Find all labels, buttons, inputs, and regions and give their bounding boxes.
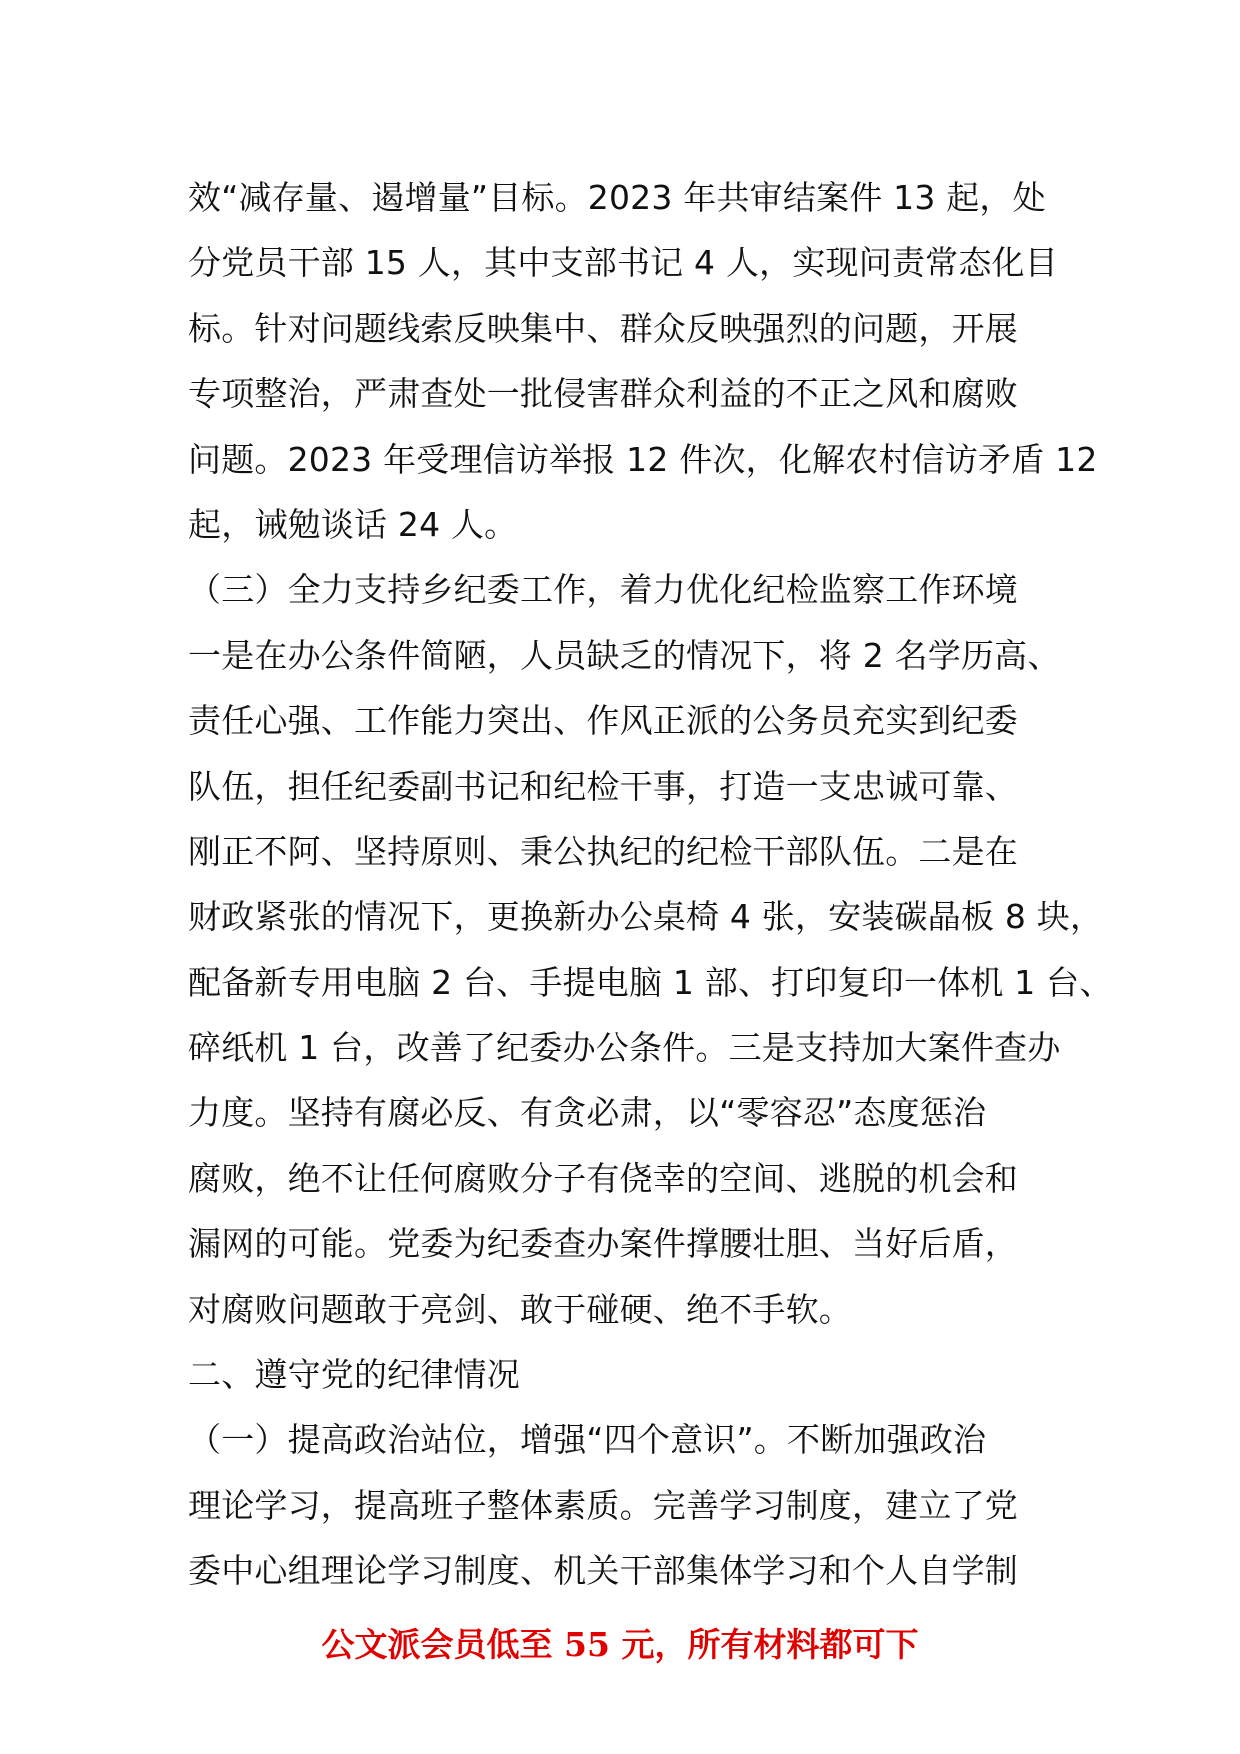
chapter-heading: 二、遵守党的纪律情况 xyxy=(188,1355,520,1395)
text-line: 队伍，担任纪委副书记和纪检干事，打造一支忠诚可靠、 xyxy=(188,766,1018,806)
text-line: 委中心组理论学习制度、机关干部集体学习和个人自学制 xyxy=(188,1551,1018,1591)
text-line: 刚正不阿、坚持原则、秉公执纪的纪检干部队伍。二是在 xyxy=(188,831,1018,871)
section-heading: （一）提高政治站位，增强“四个意识”。不断加强政治 xyxy=(188,1420,987,1460)
text-line: 配备新专用电脑 2 台、手提电脑 1 部、打印复印一体机 1 台、 xyxy=(188,962,1113,1002)
text-line: 起，诫勉谈话 24 人。 xyxy=(188,504,518,544)
text-line: 漏网的可能。党委为纪委查办案件撑腰壮胆、当好后盾， xyxy=(188,1224,1018,1264)
text-line: 责任心强、工作能力突出、作风正派的公务员充实到纪委 xyxy=(188,701,1018,741)
text-line: 专项整治，严肃查处一批侵害群众利益的不正之风和腐败 xyxy=(188,374,1018,414)
text-line: 理论学习，提高班子整体素质。完善学习制度，建立了党 xyxy=(188,1485,1018,1525)
text-line: 问题。2023 年受理信访举报 12 件次，化解农村信访矛盾 12 xyxy=(188,439,1098,479)
text-line: 碎纸机 1 台，改善了纪委办公条件。三是支持加大案件查办 xyxy=(188,1028,1061,1068)
text-line: 分党员干部 15 人，其中支部书记 4 人，实现问责常态化目 xyxy=(188,243,1058,283)
text-line: 标。针对问题线索反映集中、群众反映强烈的问题，开展 xyxy=(188,308,1018,348)
promo-footer: 公文派会员低至 55 元，所有材料都可下 xyxy=(321,1625,919,1664)
text-line: 一是在办公条件简陋，人员缺乏的情况下，将 2 名学历高、 xyxy=(188,635,1061,675)
section-heading: （三）全力支持乡纪委工作，着力优化纪检监察工作环境 xyxy=(188,570,1018,610)
text-line: 对腐败问题敢于亮剑、敢于碰硬、绝不手软。 xyxy=(188,1289,852,1329)
text-line: 力度。坚持有腐必反、有贪必肃，以“零容忍”态度惩治 xyxy=(188,1093,987,1133)
text-line: 腐败，绝不让任何腐败分子有侥幸的空间、逃脱的机会和 xyxy=(188,1158,1018,1198)
document-body xyxy=(188,165,1113,1604)
text-line: 财政紧张的情况下，更换新办公桌椅 4 张，安装碳晶板 8 块， xyxy=(188,897,1104,937)
text-line: 效“减存量、遏增量”目标。2023 年共审结案件 13 起，处 xyxy=(188,178,1046,217)
